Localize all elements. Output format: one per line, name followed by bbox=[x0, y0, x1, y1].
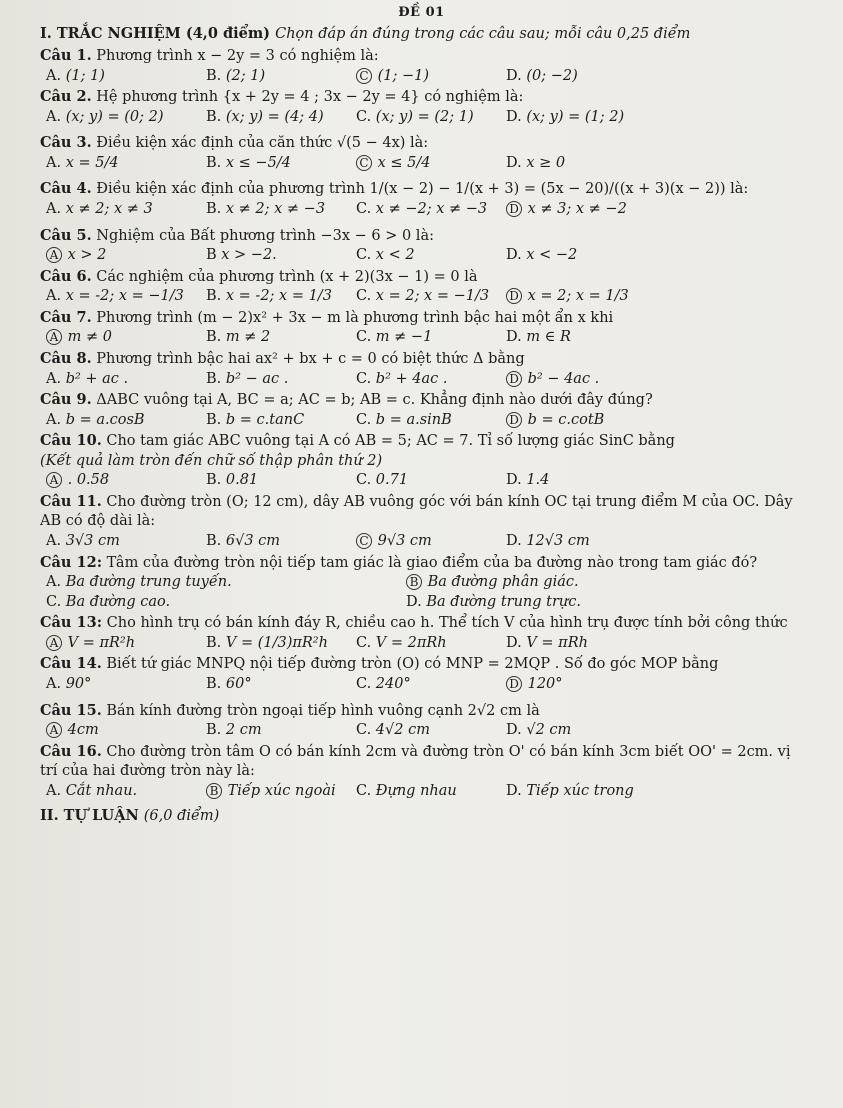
question-stem bbox=[40, 431, 803, 452]
question-text: Các nghiệm của phương trình (x + 2)(3x − 1) = 0 là bbox=[91, 268, 478, 285]
answer-option[interactable] bbox=[506, 634, 656, 654]
answer-option[interactable] bbox=[506, 287, 656, 307]
option-text: V = (1/3)πR²h bbox=[221, 634, 328, 651]
answer-option[interactable] bbox=[206, 246, 356, 266]
option-letter: B. bbox=[206, 288, 222, 305]
section-2-heading bbox=[40, 806, 803, 827]
option-text: Ba đường trung trực. bbox=[421, 593, 581, 610]
option-text: x ≤ 5/4 bbox=[373, 154, 431, 171]
option-letter: A. bbox=[46, 370, 62, 387]
section-1-heading bbox=[40, 24, 803, 45]
answer-option[interactable] bbox=[356, 471, 506, 491]
option-letter: B. bbox=[206, 411, 222, 428]
answer-option[interactable] bbox=[406, 573, 706, 593]
answer-option[interactable] bbox=[46, 370, 206, 390]
question-stem bbox=[40, 701, 803, 722]
answer-options bbox=[46, 782, 803, 802]
option-text: 120° bbox=[523, 675, 563, 692]
question-stem bbox=[40, 390, 803, 411]
question-label: Câu 15. bbox=[40, 701, 102, 719]
option-text: Tiếp xúc ngoài bbox=[223, 782, 336, 799]
option-text: m ≠ 0 bbox=[63, 329, 112, 346]
question-label: Câu 3. bbox=[40, 134, 92, 152]
option-text: x ≠ 2; x ≠ 3 bbox=[61, 201, 153, 218]
answer-options bbox=[46, 573, 803, 612]
question-stem bbox=[40, 46, 803, 67]
answer-option[interactable] bbox=[506, 370, 656, 390]
answer-option[interactable] bbox=[46, 246, 206, 266]
option-letter: B. bbox=[206, 154, 222, 171]
answer-option[interactable] bbox=[356, 721, 506, 741]
option-letter: D. bbox=[506, 722, 522, 739]
circled-answer-mark: D bbox=[506, 371, 522, 387]
option-letter: C. bbox=[356, 411, 372, 428]
answer-options bbox=[46, 67, 803, 87]
question-stem bbox=[40, 742, 803, 782]
question-3 bbox=[40, 133, 803, 173]
answer-options bbox=[46, 328, 803, 348]
circled-answer-mark: C bbox=[356, 155, 372, 171]
option-letter: B bbox=[206, 247, 217, 264]
option-text: b = c.tanC bbox=[221, 411, 305, 428]
option-text: x = 2; x = −1/3 bbox=[371, 288, 490, 305]
question-label: Câu 9. bbox=[40, 391, 92, 409]
option-letter: A. bbox=[46, 782, 62, 799]
answer-option[interactable] bbox=[356, 108, 506, 128]
question-label: Câu 13: bbox=[40, 614, 103, 632]
answer-option[interactable] bbox=[506, 721, 656, 741]
answer-option[interactable] bbox=[356, 154, 506, 174]
option-text: Ba đường trung tuyến. bbox=[61, 574, 232, 591]
question-stem bbox=[40, 553, 803, 574]
answer-option[interactable] bbox=[206, 411, 356, 431]
option-text: V = 2πRh bbox=[371, 634, 447, 651]
option-letter: B. bbox=[206, 201, 222, 218]
option-text: (0; −2) bbox=[521, 67, 578, 84]
option-text: 12√3 cm bbox=[521, 533, 590, 550]
question-15 bbox=[40, 701, 803, 741]
option-text: b² + 4ac . bbox=[371, 370, 448, 387]
answer-option[interactable] bbox=[46, 634, 206, 654]
question-text: Biết tứ giác MNPQ nội tiếp đường tròn (O) có MNP = 2MQP . Số đo góc MOP bằng bbox=[101, 656, 719, 673]
answer-option[interactable] bbox=[356, 246, 506, 266]
answer-option[interactable] bbox=[206, 287, 356, 307]
circled-answer-mark: A bbox=[46, 329, 62, 345]
option-text: m ∈ R bbox=[521, 329, 571, 346]
question-8 bbox=[40, 349, 803, 389]
option-letter: C. bbox=[356, 722, 372, 739]
option-letter: B. bbox=[206, 722, 222, 739]
answer-option[interactable] bbox=[206, 675, 356, 695]
question-text: Cho hình trụ có bán kính đáy R, chiều cao h. Thể tích V của hình trụ được tính bởi công thức bbox=[102, 615, 788, 632]
question-stem bbox=[40, 308, 803, 329]
answer-option[interactable] bbox=[356, 67, 506, 87]
answer-option[interactable] bbox=[356, 532, 506, 552]
answer-option[interactable] bbox=[206, 67, 356, 87]
question-stem bbox=[40, 267, 803, 288]
option-text: √2 cm bbox=[521, 722, 572, 739]
question-text: Hệ phương trình {x + 2y = 4 ; 3x − 2y = 4} có nghiệm là: bbox=[91, 89, 524, 106]
option-letter: B. bbox=[206, 533, 222, 550]
circled-answer-mark: C bbox=[356, 68, 372, 84]
answer-option[interactable] bbox=[46, 154, 206, 174]
answer-options bbox=[46, 721, 803, 741]
option-text: x < −2 bbox=[521, 247, 578, 264]
circled-answer-mark: D bbox=[506, 201, 522, 217]
answer-option[interactable] bbox=[206, 532, 356, 552]
answer-option[interactable] bbox=[46, 721, 206, 741]
option-letter: C. bbox=[356, 329, 372, 346]
option-text: x ≠ 3; x ≠ −2 bbox=[523, 201, 627, 218]
question-1 bbox=[40, 46, 803, 86]
option-letter: D. bbox=[506, 67, 522, 84]
answer-option[interactable] bbox=[506, 411, 656, 431]
answer-option[interactable] bbox=[506, 328, 656, 348]
option-text: V = πRh bbox=[521, 634, 588, 651]
option-letter: A. bbox=[46, 411, 62, 428]
option-letter: C. bbox=[356, 201, 372, 218]
option-text: x < 2 bbox=[371, 247, 415, 264]
question-stem bbox=[40, 226, 803, 247]
option-letter: B. bbox=[206, 67, 222, 84]
circled-answer-mark: A bbox=[46, 722, 62, 738]
option-text: x = -2; x = −1/3 bbox=[61, 288, 184, 305]
question-10 bbox=[40, 431, 803, 491]
option-text: b = c.cotB bbox=[523, 411, 605, 428]
answer-option[interactable] bbox=[506, 675, 656, 695]
answer-option[interactable] bbox=[506, 471, 656, 491]
question-stem bbox=[40, 179, 803, 200]
option-text: b = a.sinB bbox=[371, 411, 452, 428]
question-text: Cho tam giác ABC vuông tại A có AB = 5; AC = 7. Tỉ số lượng giác SinC bằng bbox=[101, 433, 675, 450]
answer-option[interactable] bbox=[356, 287, 506, 307]
option-text: 60° bbox=[221, 675, 252, 692]
option-letter: C. bbox=[356, 288, 372, 305]
answer-option[interactable] bbox=[46, 200, 206, 220]
option-letter: C. bbox=[356, 370, 372, 387]
option-text: b = a.cosB bbox=[61, 411, 145, 428]
answer-option[interactable] bbox=[206, 471, 356, 491]
question-label: Câu 6. bbox=[40, 267, 92, 285]
answer-options bbox=[46, 154, 803, 174]
option-text: Cắt nhau. bbox=[61, 782, 138, 799]
answer-option[interactable] bbox=[46, 593, 406, 613]
option-text: V = πR²h bbox=[63, 634, 136, 651]
option-letter: B. bbox=[206, 329, 222, 346]
section-1-note: Chọn đáp án đúng trong các câu sau; mỗi câu 0,25 điểm bbox=[275, 25, 691, 42]
question-text: Nghiệm của Bất phương trình −3x − 6 > 0 là: bbox=[91, 227, 434, 244]
option-text: x = -2; x = 1/3 bbox=[221, 288, 332, 305]
answer-option[interactable] bbox=[356, 200, 506, 220]
option-letter: D. bbox=[506, 108, 522, 125]
question-label: Câu 10. bbox=[40, 432, 102, 450]
answer-option[interactable] bbox=[506, 67, 656, 87]
question-text: Bán kính đường tròn ngoại tiếp hình vuông cạnh 2√2 cm là bbox=[101, 702, 540, 719]
circled-answer-mark: C bbox=[356, 533, 372, 549]
answer-option[interactable] bbox=[356, 370, 506, 390]
question-label: Câu 2. bbox=[40, 88, 92, 106]
option-text: m ≠ −1 bbox=[371, 329, 433, 346]
question-14 bbox=[40, 654, 803, 694]
question-text: Tâm của đường tròn nội tiếp tam giác là giao điểm của ba đường nào trong tam giác đó? bbox=[102, 554, 758, 571]
circled-answer-mark: B bbox=[406, 574, 422, 590]
option-letter: D. bbox=[506, 533, 522, 550]
option-text: x > −2. bbox=[216, 247, 277, 264]
question-label: Câu 12: bbox=[40, 553, 103, 571]
option-letter: A. bbox=[46, 154, 62, 171]
option-text: 2 cm bbox=[221, 722, 262, 739]
answer-option[interactable] bbox=[356, 782, 506, 802]
question-label: Câu 16. bbox=[40, 742, 102, 760]
answer-option[interactable] bbox=[206, 721, 356, 741]
option-text: b² + ac . bbox=[61, 370, 129, 387]
option-letter: D. bbox=[506, 247, 522, 264]
option-text: . 0.58 bbox=[63, 472, 110, 489]
circled-answer-mark: D bbox=[506, 288, 522, 304]
answer-option[interactable] bbox=[356, 675, 506, 695]
option-text: Ba đường cao. bbox=[61, 593, 171, 610]
option-text: Tiếp xúc trong bbox=[521, 782, 634, 799]
answer-option[interactable] bbox=[46, 532, 206, 552]
question-text: ΔABC vuông tại A, BC = a; AC = b; AB = c. Khẳng định nào dưới đây đúng? bbox=[91, 392, 653, 409]
circled-answer-mark: B bbox=[206, 783, 222, 799]
option-text: Đựng nhau bbox=[371, 782, 457, 799]
answer-option[interactable] bbox=[206, 782, 356, 802]
question-text: Cho đường tròn (O; 12 cm), dây AB vuông góc với bán kính OC tại trung điểm M của OC. Dây AB có độ dài là: bbox=[40, 493, 793, 530]
answer-option[interactable] bbox=[506, 108, 656, 128]
option-text: (1; 1) bbox=[61, 67, 105, 84]
answer-option[interactable] bbox=[46, 573, 406, 593]
option-letter: B. bbox=[206, 472, 222, 489]
answer-options bbox=[46, 532, 803, 552]
answer-option[interactable] bbox=[506, 246, 656, 266]
answer-options bbox=[46, 246, 803, 266]
option-text: x ≥ 0 bbox=[521, 154, 566, 171]
question-hint: (Kết quả làm tròn đến chữ số thập phân thứ 2) bbox=[40, 452, 383, 469]
question-stem bbox=[40, 349, 803, 370]
option-text: 0.71 bbox=[371, 472, 409, 489]
option-text: x = 5/4 bbox=[61, 154, 119, 171]
question-label: Câu 14. bbox=[40, 655, 102, 673]
question-text: Phương trình (m − 2)x² + 3x − m là phương trình bậc hai một ẩn x khi bbox=[91, 309, 614, 326]
answer-option[interactable] bbox=[206, 108, 356, 128]
question-2 bbox=[40, 87, 803, 127]
option-text: x ≤ −5/4 bbox=[221, 154, 291, 171]
question-label: Câu 7. bbox=[40, 308, 92, 326]
option-letter: A. bbox=[46, 675, 62, 692]
answer-option[interactable] bbox=[406, 593, 706, 613]
question-list bbox=[40, 46, 803, 801]
question-16 bbox=[40, 742, 803, 802]
option-text: (1; −1) bbox=[373, 67, 430, 84]
option-text: 9√3 cm bbox=[373, 533, 432, 550]
section-2-title: II. TỰ LUẬN bbox=[40, 807, 139, 825]
option-text: x > 2 bbox=[63, 247, 107, 264]
option-letter: C. bbox=[356, 782, 372, 799]
option-letter: B. bbox=[206, 634, 222, 651]
answer-options bbox=[46, 411, 803, 431]
answer-option[interactable] bbox=[356, 634, 506, 654]
answer-options bbox=[46, 287, 803, 307]
option-text: 3√3 cm bbox=[61, 533, 120, 550]
answer-option[interactable] bbox=[46, 67, 206, 87]
option-text: 240° bbox=[371, 675, 411, 692]
question-12 bbox=[40, 553, 803, 613]
answer-option[interactable] bbox=[46, 782, 206, 802]
question-text: Cho đường tròn tâm O có bán kính 2cm và đường tròn O' có bán kính 3cm biết OO' = 2cm. vị trí của hai đường tròn này là: bbox=[40, 743, 791, 780]
answer-option[interactable] bbox=[206, 328, 356, 348]
option-text: x ≠ 2; x ≠ −3 bbox=[221, 201, 326, 218]
answer-option[interactable] bbox=[356, 328, 506, 348]
option-text: 4cm bbox=[63, 722, 99, 739]
question-stem bbox=[40, 654, 803, 675]
circled-answer-mark: D bbox=[506, 412, 522, 428]
option-text: b² − ac . bbox=[221, 370, 289, 387]
answer-option[interactable] bbox=[46, 108, 206, 128]
option-letter: A. bbox=[46, 201, 62, 218]
option-text: (x; y) = (2; 1) bbox=[371, 108, 474, 125]
option-letter: C. bbox=[356, 108, 372, 125]
option-text: 6√3 cm bbox=[221, 533, 281, 550]
option-letter: A. bbox=[46, 533, 62, 550]
question-label: Câu 1. bbox=[40, 47, 92, 65]
option-letter: A. bbox=[46, 288, 62, 305]
answer-option[interactable] bbox=[506, 782, 656, 802]
option-text: x ≠ −2; x ≠ −3 bbox=[371, 201, 488, 218]
question-stem bbox=[40, 87, 803, 108]
option-text: (x; y) = (0; 2) bbox=[61, 108, 164, 125]
option-text: x = 2; x = 1/3 bbox=[523, 288, 629, 305]
answer-option[interactable] bbox=[46, 287, 206, 307]
answer-options bbox=[46, 675, 803, 695]
answer-option[interactable] bbox=[206, 200, 356, 220]
option-letter: C. bbox=[356, 247, 372, 264]
question-text: Điều kiện xác định của căn thức √(5 − 4x) là: bbox=[91, 135, 429, 152]
question-11 bbox=[40, 492, 803, 552]
section-2-note: (6,0 điểm) bbox=[143, 808, 220, 825]
answer-option[interactable] bbox=[206, 154, 356, 174]
question-13 bbox=[40, 613, 803, 653]
answer-option[interactable] bbox=[506, 532, 656, 552]
option-letter: C. bbox=[356, 634, 372, 651]
option-letter: A. bbox=[46, 574, 62, 591]
question-9 bbox=[40, 390, 803, 430]
question-7 bbox=[40, 308, 803, 348]
option-letter: D. bbox=[506, 782, 522, 799]
answer-options bbox=[46, 634, 803, 654]
option-letter: D. bbox=[506, 154, 522, 171]
answer-option[interactable] bbox=[46, 675, 206, 695]
option-letter: C. bbox=[356, 472, 372, 489]
question-text: Điều kiện xác định của phương trình 1/(x − 2) − 1/(x + 3) = (5x − 20)/((x + 3)(x − 2)) là: bbox=[91, 181, 749, 198]
answer-option[interactable] bbox=[506, 200, 656, 220]
option-text: 0.81 bbox=[221, 472, 259, 489]
circled-answer-mark: D bbox=[506, 676, 522, 692]
answer-option[interactable] bbox=[356, 411, 506, 431]
answer-option[interactable] bbox=[206, 370, 356, 390]
option-letter: A. bbox=[46, 108, 62, 125]
option-text: m ≠ 2 bbox=[221, 329, 271, 346]
question-label: Câu 5. bbox=[40, 226, 92, 244]
option-letter: B. bbox=[206, 108, 222, 125]
circled-answer-mark: A bbox=[46, 472, 62, 488]
answer-option[interactable] bbox=[46, 328, 206, 348]
answer-option[interactable] bbox=[46, 471, 206, 491]
answer-option[interactable] bbox=[206, 634, 356, 654]
option-text: b² − 4ac . bbox=[523, 370, 600, 387]
question-4 bbox=[40, 179, 803, 219]
question-label: Câu 11. bbox=[40, 492, 102, 510]
section-1-title: I. TRẮC NGHIỆM (4,0 điểm) bbox=[40, 24, 271, 42]
question-stem bbox=[40, 613, 803, 634]
option-letter: D. bbox=[506, 472, 522, 489]
option-text: 1.4 bbox=[521, 472, 550, 489]
question-label: Câu 4. bbox=[40, 180, 92, 198]
question-stem bbox=[40, 492, 803, 532]
option-letter: B. bbox=[206, 370, 222, 387]
question-label: Câu 8. bbox=[40, 349, 92, 367]
answer-option[interactable] bbox=[46, 411, 206, 431]
question-5 bbox=[40, 226, 803, 266]
circled-answer-mark: A bbox=[46, 635, 62, 651]
answer-options bbox=[46, 108, 803, 128]
option-text: Ba đường phân giác. bbox=[423, 574, 579, 591]
question-text: Phương trình x − 2y = 3 có nghiệm là: bbox=[91, 48, 379, 65]
option-letter: D. bbox=[506, 634, 522, 651]
option-letter: C. bbox=[356, 675, 372, 692]
circled-answer-mark: A bbox=[46, 247, 62, 263]
question-text: Phương trình bậc hai ax² + bx + c = 0 có biệt thức Δ bằng bbox=[91, 350, 525, 367]
question-stem bbox=[40, 133, 803, 154]
option-text: 90° bbox=[61, 675, 92, 692]
answer-options bbox=[46, 200, 803, 220]
option-text: 4√2 cm bbox=[371, 722, 430, 739]
option-text: (x; y) = (1; 2) bbox=[521, 108, 625, 125]
question-6 bbox=[40, 267, 803, 307]
option-text: (x; y) = (4; 4) bbox=[221, 108, 324, 125]
answer-options bbox=[46, 471, 803, 491]
option-letter: D. bbox=[406, 593, 422, 610]
option-letter: D. bbox=[506, 329, 522, 346]
option-letter: A. bbox=[46, 67, 62, 84]
answer-options bbox=[46, 370, 803, 390]
option-text: (2; 1) bbox=[221, 67, 266, 84]
option-letter: C. bbox=[46, 593, 62, 610]
answer-option[interactable] bbox=[506, 154, 656, 174]
option-letter: B. bbox=[206, 675, 222, 692]
exam-code: ĐỀ 01 bbox=[398, 5, 445, 20]
